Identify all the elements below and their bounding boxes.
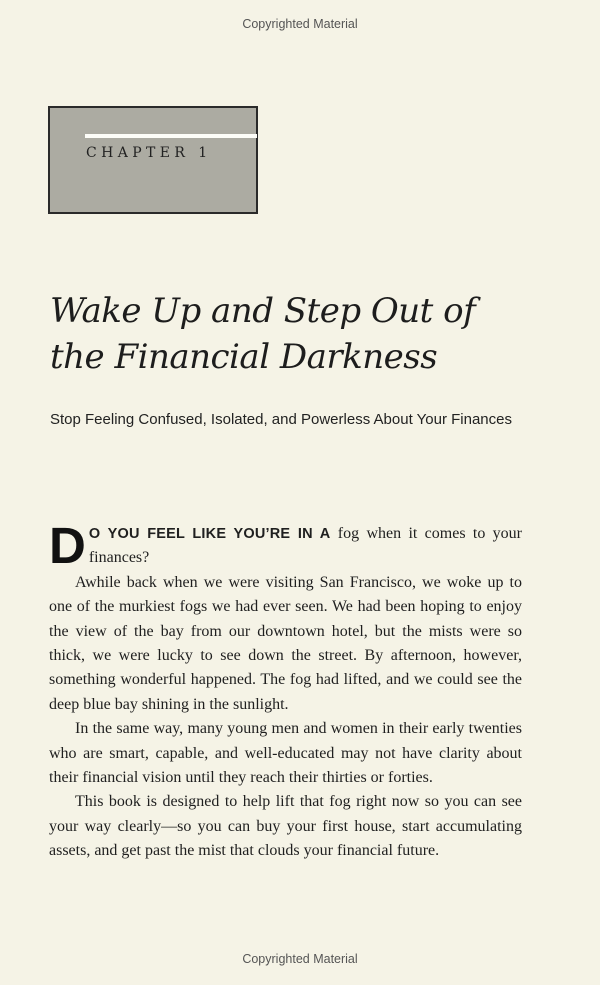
drop-cap: D (49, 517, 86, 574)
chapter-title (50, 288, 570, 380)
paragraph-2: Awhile back when we were visiting San Francisco, we woke up to one of the murkiest fogs we had ever seen. We had been hoping to enjoy the view of the bay from our downtown hotel, but the mists were so thick, we were lucky to see down the street. By afternoon, however, something wonderful happened. The fog had lifted, and we could see the deep blue bay shining in the sunlight. (49, 573, 522, 713)
lead-in: O YOU FEEL LIKE YOU’RE IN A (88, 526, 331, 542)
paragraph-1-rest: fog when it comes to your finances? (88, 525, 522, 567)
chapter-subtitle: Stop Feeling Confused, Isolated, and Powerless About Your Finances (50, 411, 512, 428)
paragraph-4: This book is designed to help lift that fog right now so you can see your way clearly—so you can buy your first house, start accumulating assets, and get past the mist that clouds your financial future. (49, 793, 522, 860)
chapter-rule (85, 134, 257, 138)
chapter-label: CHAPTER 1 (86, 145, 212, 161)
copyright-watermark-bottom: Copyrighted Material (242, 952, 358, 966)
chapter-title-line1: Wake Up and Step Out of (50, 291, 476, 331)
copyright-watermark-top: Copyrighted Material (242, 17, 358, 31)
chapter-title-line2: the Financial Darkness (50, 337, 438, 377)
body-text (49, 517, 522, 864)
paragraph-3: In the same way, many young men and women in their early twenties who are smart, capable, and well-educated may not have clarity about their financial vision until they reach their thirties or forties. (49, 720, 522, 787)
paragraph-1 (49, 517, 522, 574)
